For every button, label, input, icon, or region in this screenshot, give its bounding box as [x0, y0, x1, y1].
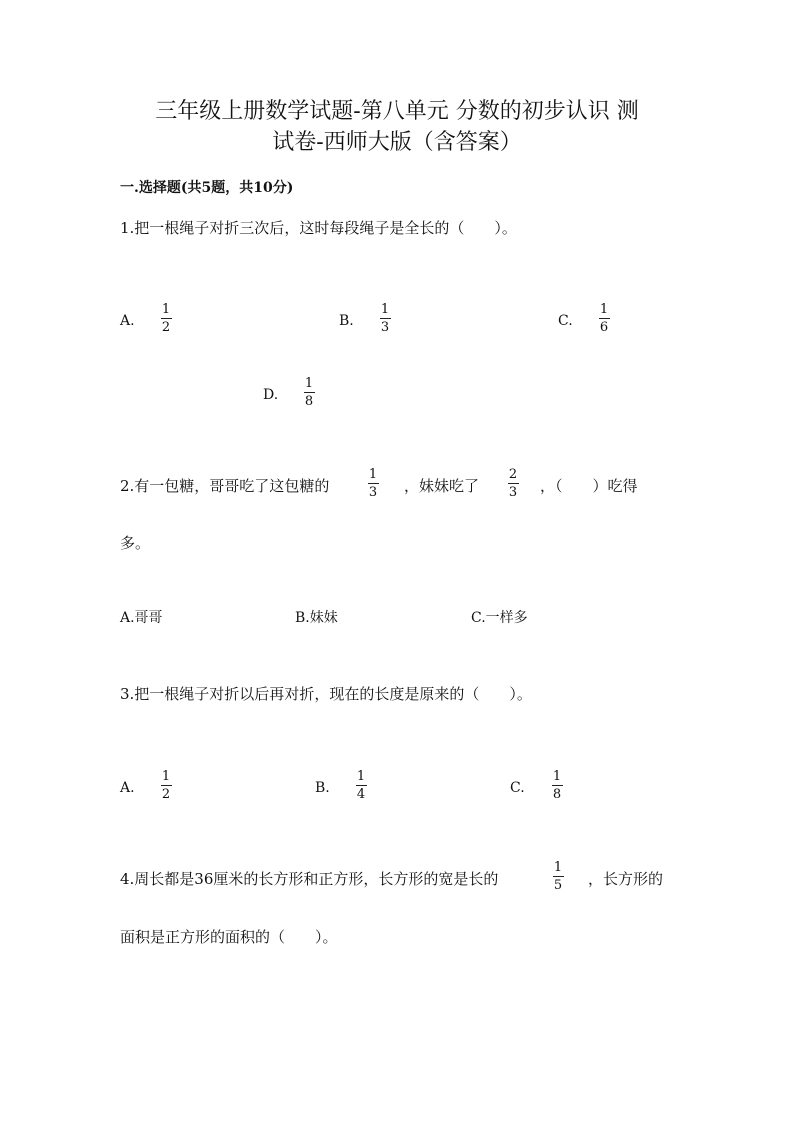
fraction-bar [161, 785, 172, 786]
question-1-text: 1.把一根绳子对折三次后，这时每段绳子是全长的（ ）。 [120, 219, 517, 237]
fraction-denominator: 8 [304, 394, 314, 409]
section-heading: 一.选择题(共5题，共10分) [120, 180, 294, 196]
fraction-bar [161, 318, 172, 319]
question-4-text-part2: ，长方形的 [588, 870, 664, 888]
fraction-denominator: 5 [553, 878, 563, 893]
q4-fraction [551, 860, 565, 893]
fraction-numerator: 1 [553, 860, 563, 875]
page-title [100, 96, 694, 158]
q2-fraction-sister [506, 467, 520, 500]
fraction-denominator: 2 [161, 787, 171, 802]
q3-option-b-fraction [354, 769, 368, 802]
q1-option-b-letter: B. [339, 313, 354, 329]
q3-option-a-letter: A. [120, 780, 135, 796]
title-line-1: 三年级上册数学试题-第八单元 分数的初步认识 测 [155, 99, 639, 124]
q2-option-c[interactable]: C.一样多 [471, 610, 528, 626]
q3-option-c-letter: C. [510, 780, 525, 796]
fraction-numerator: 1 [368, 467, 378, 482]
fraction-numerator: 1 [304, 376, 314, 391]
question-2-text-part2: ，妹妹吃了 [404, 477, 480, 495]
q1-option-b-fraction [378, 302, 392, 335]
fraction-numerator: 1 [599, 302, 609, 317]
fraction-denominator: 4 [356, 787, 366, 802]
q3-option-b-letter: B. [315, 780, 330, 796]
question-4-text-part1: 4.周长都是36厘米的长方形和正方形，长方形的宽是长的 [120, 870, 499, 888]
fraction-bar [356, 785, 367, 786]
fraction-bar [599, 318, 610, 319]
question-2-text-part1: 2.有一包糖，哥哥吃了这包糖的 [120, 477, 330, 495]
q2-option-a[interactable]: A.哥哥 [120, 610, 163, 626]
fraction-denominator: 3 [380, 320, 390, 335]
q2-fraction-brother [366, 467, 380, 500]
q1-option-d-fraction [302, 376, 316, 409]
fraction-bar [304, 392, 315, 393]
fraction-bar [552, 785, 563, 786]
fraction-bar [380, 318, 391, 319]
q1-option-c-letter: C. [558, 313, 573, 329]
fraction-denominator: 6 [599, 320, 609, 335]
fraction-denominator: 8 [552, 787, 562, 802]
fraction-numerator: 1 [356, 769, 366, 784]
q2-option-b[interactable]: B.妹妹 [295, 610, 338, 626]
fraction-denominator: 3 [368, 485, 378, 500]
q3-option-c-fraction [550, 769, 564, 802]
question-2-text-part4: 多。 [120, 534, 151, 552]
q3-option-a-fraction [159, 769, 173, 802]
q1-option-d-letter: D. [263, 387, 279, 403]
q1-option-a-letter: A. [120, 313, 135, 329]
fraction-numerator: 1 [161, 769, 171, 784]
fraction-bar [508, 483, 519, 484]
fraction-numerator: 1 [552, 769, 562, 784]
question-3-text: 3.把一根绳子对折以后再对折，现在的长度是原来的（ ）。 [120, 685, 532, 703]
fraction-numerator: 1 [380, 302, 390, 317]
fraction-denominator: 2 [161, 320, 171, 335]
question-2-text-part3: ，（ ）吃得 [540, 477, 638, 495]
fraction-bar [553, 876, 564, 877]
fraction-denominator: 3 [508, 485, 518, 500]
question-4-text-part3: 面积是正方形的面积的（ ）。 [120, 928, 338, 946]
fraction-bar [368, 483, 379, 484]
fraction-numerator: 2 [508, 467, 518, 482]
q1-option-a-fraction [159, 302, 173, 335]
q1-option-c-fraction [597, 302, 611, 335]
fraction-numerator: 1 [161, 302, 171, 317]
title-line-2: 试卷-西师大版（含答案） [272, 130, 522, 155]
